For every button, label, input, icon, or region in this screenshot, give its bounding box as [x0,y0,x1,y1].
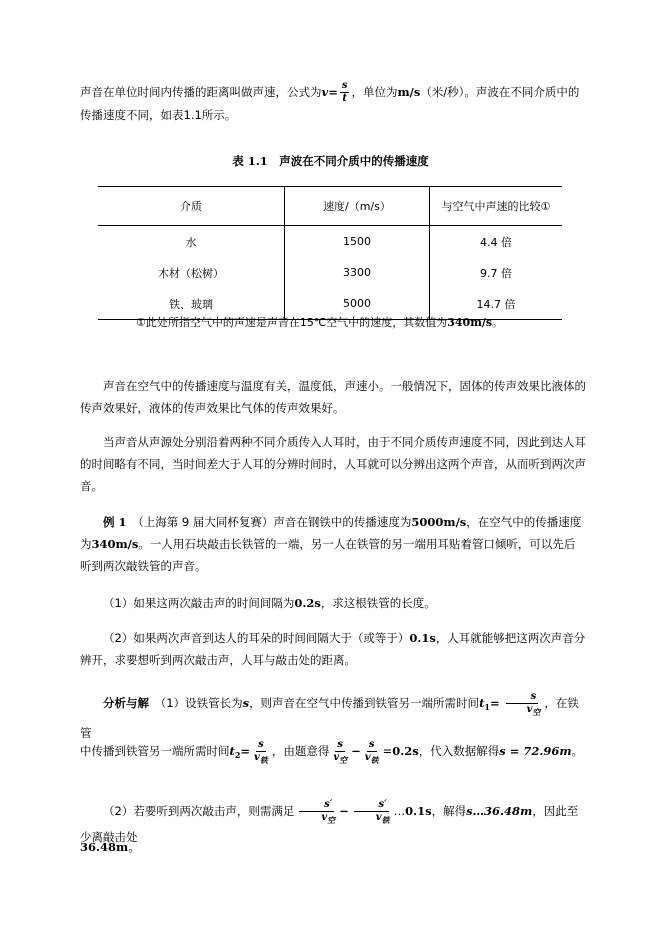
cell-ratio: 9.7 倍 [480,266,512,280]
time-value: 0.2s [392,744,419,758]
formula-fraction [340,81,350,104]
formula-numerator: s [341,80,348,91]
subscript: 空 [339,754,348,765]
minus-sign: − [339,804,349,818]
var-v: v [333,751,340,763]
subscript: 空 [327,814,336,825]
fraction-denominator [363,752,381,764]
cell-speed: 3300 [285,257,430,288]
note-text: ①此处所指空气中的声速是声音在 [136,316,300,329]
var-v: v [254,751,260,763]
question-text: ，求这根铁管的长度。 [320,596,436,610]
solution-text: ，由题意得 [271,744,330,758]
note-text: 空气中的速度，其数值为 [326,316,448,329]
cell-medium: 铁、玻璃 [98,288,285,320]
formula-eq: = [328,85,338,99]
subscript: 铁 [259,754,268,765]
example-text: ，在空气中的传播速度为 [80,515,582,551]
inequality-sign: … [393,804,406,818]
note-value: 340m/s [447,316,493,329]
solution-text: ，解得 [431,804,467,818]
example-text: 。一人用石块敲击长铁管的一端，另一人在铁管的另一端用耳贴着管口倾听，可以先后听到两次敲铁管的声音。 [80,537,576,573]
table-header-row [98,187,562,226]
subscript: 铁 [381,814,390,825]
equals-sign: = [240,744,251,758]
solution-text: （1）设铁管长为 [160,696,243,710]
fraction-denominator [252,752,270,764]
solution-text: ，代入数据解得 [418,744,500,758]
cell-ratio: 14.7 倍 [430,288,563,320]
var-t1: t [479,696,485,710]
note-temperature: 15℃ [299,316,327,329]
fraction-sprime-over-v-iron [351,800,392,824]
solution-text: ，因此至少离敲击处 [80,804,579,844]
subscript: 2 [234,750,241,760]
fraction-numerator: s [258,738,264,750]
solution-text: ，则声音在空气中传播到铁管另一端所需时间 [249,696,480,710]
header-speed: 速度/（m/s） [285,187,430,226]
solution-text: 中传播到铁管另一端所需时间 [80,744,230,758]
note-text: 。 [492,316,504,329]
fraction-s-over-v-air [331,740,349,764]
solution-label: 分析与解 [103,696,149,710]
distance-result: s…36.48m [466,804,533,818]
solution-text: ，在铁管 [80,696,579,740]
header-medium: 介质 [98,187,285,226]
subscript: 铁 [370,754,379,765]
fraction-s-over-v-air [502,692,543,716]
time-value: 0.1s [405,804,432,818]
cell-speed: 1500 [285,226,430,258]
q2-value: 0.1s [409,631,436,645]
solution-line-4 [80,836,586,858]
fraction-numerator: s [368,738,375,750]
var-t2: t [229,744,235,758]
fraction-denominator [331,752,349,764]
example-paragraph [80,511,586,577]
var-v: v [375,811,382,823]
fraction-denominator [502,704,543,716]
intro-paragraph [80,81,586,126]
fraction-sprime-over-v-air [296,800,337,824]
question-2 [80,627,586,671]
fraction-numerator: s [337,738,344,750]
question-text: （1）如果这两次敲击声的时间间隔为 [103,596,295,610]
subscript: 空 [532,706,541,717]
var-v: v [364,751,371,763]
subscript: 1 [484,702,490,712]
question-text: ，人耳就能够把这两次声音分辨开，求要想听到两次敲击声，人耳与敲击处的距离。 [80,631,586,667]
speed-table [98,186,562,320]
solution-text: 。 [571,744,584,758]
fraction-denominator [296,812,337,824]
fraction-denominator [351,812,392,824]
solution-line-2 [80,738,586,768]
minus-sign: − [351,744,361,758]
header-ratio: 与空气中声速的比较① [430,187,563,226]
length-result: s = 72.96m [499,744,572,758]
table-row [98,226,562,258]
equals-sign: = [382,744,393,758]
var-v: v [526,703,533,715]
question-text: （2）如果两次声音到达人的耳朵的时间间隔大于（或等于） [103,631,410,645]
intro-text: ，单位为 [351,85,398,99]
table-caption: 表 1.1 声波在不同介质中的传播速度 [232,154,429,168]
cell-medium: 水 [185,235,197,249]
question-1 [80,592,586,614]
cell-ratio: 4.4 倍 [480,235,512,249]
final-distance: 36.48m [80,840,129,854]
fraction-numerator: s′ [354,800,389,812]
speed-steel: 5000m/s [411,515,467,529]
example-label: 例 1 [103,515,127,529]
formula-v: v [321,85,329,99]
intro-text: （米/秒）。声波在不同介质中的传播速度不同，如表1.1所示。 [80,85,580,122]
var-v: v [321,811,328,823]
fraction-numerator: s′ [299,800,334,812]
cell-speed: 5000 [285,288,430,320]
table-row [98,257,562,288]
intro-text: 声音在单位时间内传播的距离叫做声速，公式为 [80,85,322,99]
fraction-s-over-v-iron [252,740,270,764]
q1-value: 0.2s [294,596,321,610]
solution-text: （2）若要听到两次敲击声，则需满足 [103,804,295,818]
table-footnote [136,313,503,333]
paragraph-two-sounds: 当声音从声源处分别沿着两种不同介质传入人耳时，由于不同介质传声速度不同，因此到达人耳的时间略有不同，当时间差大于人耳的分辨时间时，人耳就可以分辨出这两个声音，从而听到两次声音。 [80,435,586,493]
paragraph-temperature: 声音在空气中的传播速度与温度有关，温度低，声速小。一般情况下，固体的传声效果比液体的传声效果好，液体的传声效果比气体的传声效果好。 [80,379,586,415]
unit-label: m/s [397,85,421,99]
solution-text: 。 [128,840,140,854]
formula-denominator: t [342,93,347,104]
cell-medium: 木材（松树） [158,266,224,280]
equals-sign: = [489,696,500,710]
speed-air: 340m/s [91,537,139,551]
fraction-s-over-v-iron [363,740,381,764]
fraction-numerator: s [506,692,539,704]
var-s: s [242,696,250,710]
example-text: （上海第 9 届大同杯复赛）声音在钢铁中的传播速度为 [138,515,412,529]
